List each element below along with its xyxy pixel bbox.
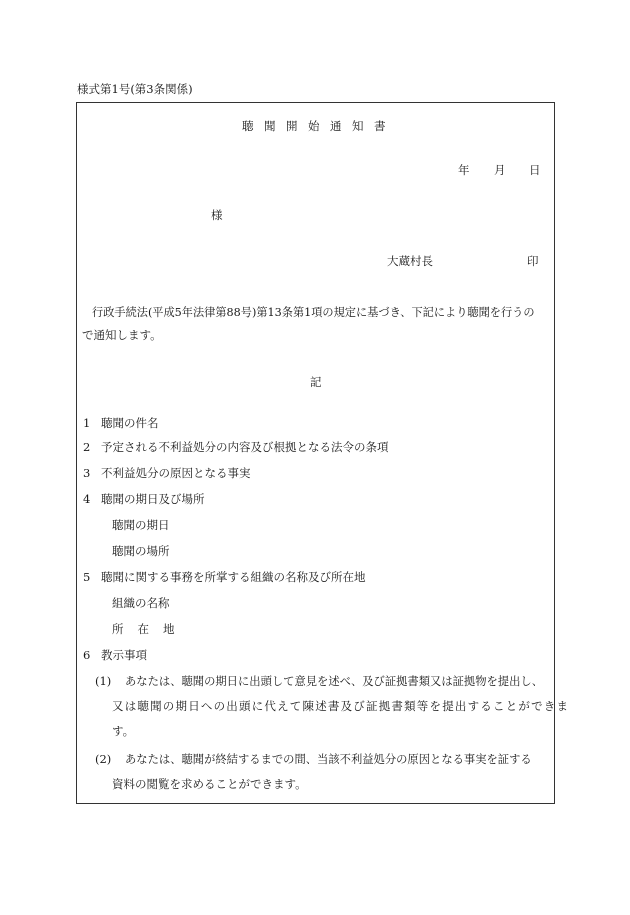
item-3-text: 不利益処分の原因となる事実 [101, 466, 251, 480]
item-6-text: 教示事項 [101, 648, 147, 662]
date-year: 年 [458, 163, 470, 177]
item-4-sub-place: 聴聞の場所 [112, 544, 170, 558]
item-2-text: 予定される不利益処分の内容及び根拠となる法令の条項 [101, 440, 389, 454]
item-5-text: 聴聞に関する事務を所掌する組織の名称及び所在地 [101, 570, 366, 584]
item-5-sub-name: 組織の名称 [112, 596, 170, 610]
item-2-number: 2 [83, 440, 91, 454]
item-6-number: 6 [83, 648, 91, 662]
seal-mark: 印 [527, 254, 539, 268]
item-4-sub-date: 聴聞の期日 [112, 518, 170, 532]
item-1-text: 聴聞の件名 [101, 416, 159, 430]
item-4-number: 4 [83, 492, 91, 506]
item-5-number: 5 [83, 570, 91, 584]
form-label: 様式第1号(第3条関係) [77, 82, 193, 96]
notice-1-number: (1) [95, 674, 112, 688]
sender-name: 大蔵村長 [387, 254, 433, 268]
notice-1-line-1: あなたは、聴聞の期日に出頭して意見を述べ、及び証拠書類又は証拠物を提出し、 [125, 675, 543, 688]
notice-1-line-3: す。 [112, 724, 135, 738]
intro-line-1: 行政手続法(平成5年法律第88号)第13条第1項の規定に基づき、下記により聴聞を行うの [92, 306, 535, 319]
notice-2-line-1: あなたは、聴聞が終結するまでの間、当該不利益処分の原因となる事実を証する [125, 753, 532, 766]
addressee-suffix: 様 [211, 208, 223, 222]
document-title: 聴聞開始通知書 [242, 119, 396, 133]
notice-2-number: (2) [95, 752, 112, 766]
ki-heading: 記 [310, 375, 322, 389]
item-4-text: 聴聞の期日及び場所 [101, 492, 205, 506]
item-5-sub-location: 所在地 [112, 622, 189, 636]
date-day: 日 [529, 163, 541, 177]
item-3-number: 3 [83, 466, 91, 480]
date-month: 月 [494, 163, 506, 177]
intro-line-2: で通知します。 [82, 328, 162, 342]
notice-2-line-2: 資料の閲覧を求めることができます。 [112, 777, 307, 791]
item-1-number: 1 [83, 416, 91, 430]
notice-1-line-2: 又は聴聞の期日への出頭に代えて陳述書及び証拠書類等を提出することができま [112, 699, 570, 713]
